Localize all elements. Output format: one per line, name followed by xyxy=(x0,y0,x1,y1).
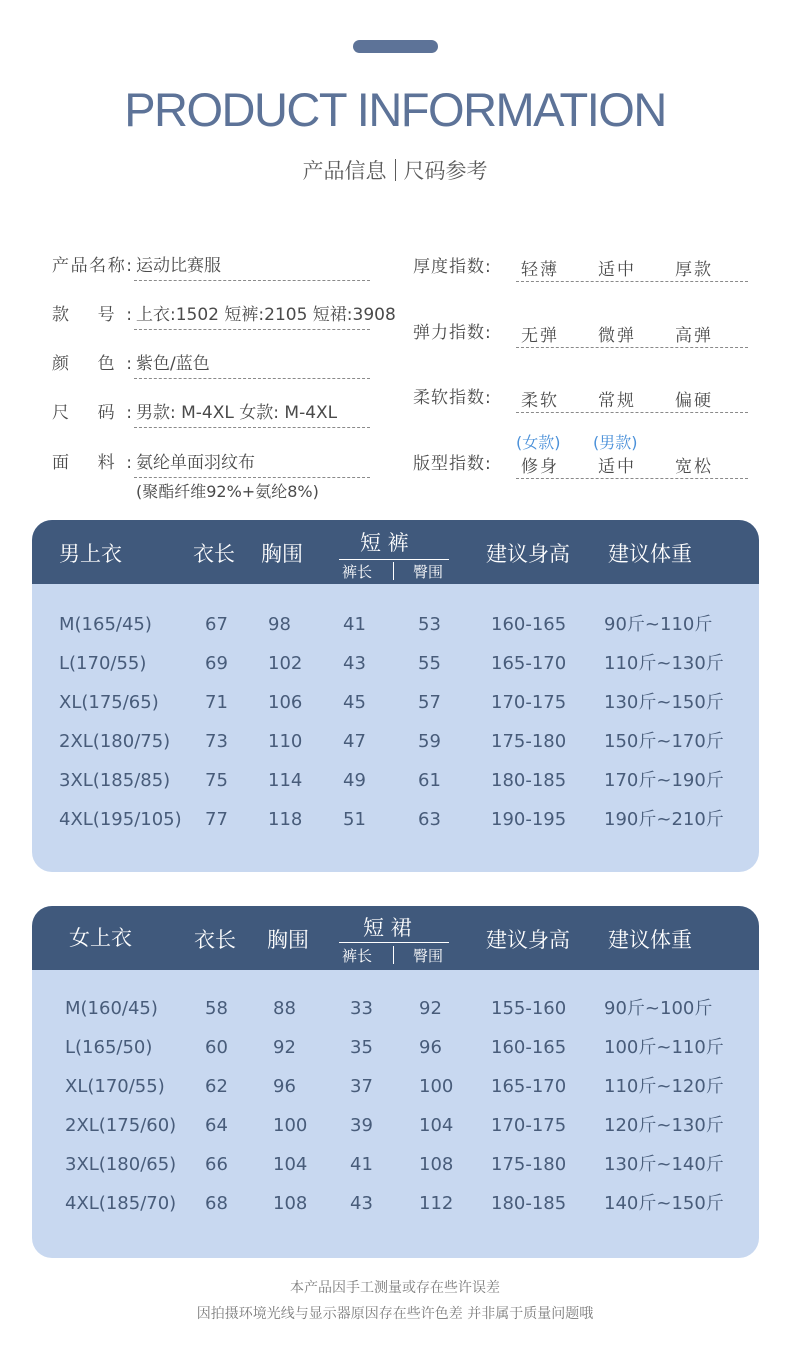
cell-height: 180-185 xyxy=(491,770,567,791)
info-color-value: 紫色/蓝色 xyxy=(136,354,210,374)
cell-size: XL(175/65) xyxy=(59,692,159,713)
info-fabric-label: 面 料: xyxy=(52,453,132,473)
subtitle-divider xyxy=(395,159,396,181)
cell-size: 3XL(180/65) xyxy=(65,1154,177,1175)
cell-hip: 108 xyxy=(419,1154,454,1175)
cell-length: 60 xyxy=(205,1037,228,1058)
men-size-table xyxy=(32,520,759,872)
index-divider xyxy=(516,281,748,282)
info-model-value: 上衣:1502 短裤:2105 短裙:3908 xyxy=(136,305,396,325)
cell-hip: 53 xyxy=(418,614,441,635)
index-divider xyxy=(516,347,748,348)
info-color-label: 颜 色: xyxy=(52,354,132,374)
cell-bottom-length: 43 xyxy=(350,1193,373,1214)
cell-bottom-length: 45 xyxy=(343,692,366,713)
cell-height: 165-170 xyxy=(491,1076,567,1097)
men-header-length: 衣长 xyxy=(193,542,235,566)
cell-chest: 96 xyxy=(273,1076,296,1097)
info-color xyxy=(52,352,210,376)
info-model-label: 款 号: xyxy=(52,305,132,325)
cell-height: 170-175 xyxy=(491,692,567,713)
index-thickness-option: 适中 xyxy=(598,260,636,280)
men-header-weight: 建议体重 xyxy=(608,542,692,566)
index-softness-option: 常规 xyxy=(598,391,636,411)
index-fit-option: 宽松 xyxy=(675,457,713,477)
cell-bottom-length: 37 xyxy=(350,1076,373,1097)
cell-size: L(170/55) xyxy=(59,653,147,674)
cell-height: 155-160 xyxy=(491,998,567,1019)
cell-bottom-length: 39 xyxy=(350,1115,373,1136)
cell-hip: 63 xyxy=(418,809,441,830)
cell-hip: 55 xyxy=(418,653,441,674)
cell-length: 66 xyxy=(205,1154,228,1175)
cell-weight: 110斤~120斤 xyxy=(604,1076,724,1097)
info-name-label: 产品名称: xyxy=(52,256,132,276)
cell-hip: 104 xyxy=(419,1115,454,1136)
cell-hip: 61 xyxy=(418,770,441,791)
cell-chest: 118 xyxy=(268,809,303,830)
cell-size: 2XL(180/75) xyxy=(59,731,171,752)
info-fabric-value: 氨纶单面羽纹布 xyxy=(136,453,255,473)
women-size-table xyxy=(32,906,759,1258)
table-row xyxy=(32,1106,759,1145)
cell-bottom-length: 35 xyxy=(350,1037,373,1058)
women-header-sub1: 裤长 xyxy=(342,947,373,965)
index-fit-option: 适中 xyxy=(598,457,636,477)
table-row xyxy=(32,722,759,761)
cell-chest: 104 xyxy=(273,1154,308,1175)
women-header-vdivider xyxy=(393,946,394,964)
women-header-size: 女上衣 xyxy=(69,926,132,950)
cell-bottom-length: 47 xyxy=(343,731,366,752)
subtitle-product-info: 产品信息 xyxy=(302,159,387,183)
table-row xyxy=(32,683,759,722)
cell-weight: 190斤~210斤 xyxy=(604,809,724,830)
fit-tag-men: (男款) xyxy=(593,433,638,452)
cell-hip: 100 xyxy=(419,1076,454,1097)
cell-hip: 92 xyxy=(419,998,442,1019)
cell-chest: 88 xyxy=(273,998,296,1019)
cell-bottom-length: 49 xyxy=(343,770,366,791)
cell-height: 170-175 xyxy=(491,1115,567,1136)
cell-length: 75 xyxy=(205,770,228,791)
men-header-vdivider xyxy=(393,562,394,580)
cell-size: 4XL(185/70) xyxy=(65,1193,177,1214)
index-softness xyxy=(413,386,517,410)
cell-hip: 57 xyxy=(418,692,441,713)
footer-note-2: 因拍摄环境光线与显示器原因存在些许色差 并非属于质量问题哦 xyxy=(196,1306,594,1322)
index-softness-option: 偏硬 xyxy=(675,391,713,411)
cell-size: L(165/50) xyxy=(65,1037,153,1058)
cell-height: 160-165 xyxy=(491,1037,567,1058)
cell-length: 71 xyxy=(205,692,228,713)
index-divider xyxy=(516,412,748,413)
cell-weight: 130斤~150斤 xyxy=(604,692,724,713)
men-header-sub1: 裤长 xyxy=(342,563,373,581)
footer-note-1: 本产品因手工测量或存在些许误差 xyxy=(290,1280,500,1296)
cell-height: 160-165 xyxy=(491,614,567,635)
info-fabric-note: (聚酯纤维92%+氨纶8%) xyxy=(136,482,319,501)
cell-length: 58 xyxy=(205,998,228,1019)
table-row xyxy=(32,761,759,800)
cell-hip: 96 xyxy=(419,1037,442,1058)
men-header-height: 建议身高 xyxy=(486,542,570,566)
page-title: PRODUCT INFORMATION xyxy=(124,83,666,136)
fit-tag-women: (女款) xyxy=(516,433,561,452)
men-header-size: 男上衣 xyxy=(59,542,122,566)
men-table-header xyxy=(32,520,759,584)
index-softness-option: 柔软 xyxy=(521,391,559,411)
cell-size: 4XL(195/105) xyxy=(59,809,182,830)
index-elasticity-option: 高弹 xyxy=(675,326,713,346)
cell-weight: 170斤~190斤 xyxy=(604,770,724,791)
index-elasticity-label: 弹力指数: xyxy=(413,323,492,343)
info-size-value: 男款: M-4XL 女款: M-4XL xyxy=(136,403,338,423)
cell-size: M(165/45) xyxy=(59,614,152,635)
men-header-chest: 胸围 xyxy=(261,542,303,566)
cell-length: 68 xyxy=(205,1193,228,1214)
cell-chest: 110 xyxy=(268,731,303,752)
cell-weight: 90斤~100斤 xyxy=(604,998,713,1019)
cell-chest: 102 xyxy=(268,653,303,674)
info-divider xyxy=(134,477,370,478)
women-header-height: 建议身高 xyxy=(486,928,570,952)
women-header-divider xyxy=(339,942,449,943)
index-thickness xyxy=(413,255,517,279)
women-header-length: 衣长 xyxy=(194,928,236,952)
cell-height: 180-185 xyxy=(491,1193,567,1214)
info-size xyxy=(52,401,337,425)
cell-size: XL(170/55) xyxy=(65,1076,165,1097)
info-divider xyxy=(134,378,370,379)
table-row xyxy=(32,989,759,1028)
top-decor-bar xyxy=(353,40,438,53)
women-header-chest: 胸围 xyxy=(267,928,309,952)
women-header-sub2: 臀围 xyxy=(413,947,444,965)
cell-height: 175-180 xyxy=(491,1154,567,1175)
cell-length: 67 xyxy=(205,614,228,635)
index-fit xyxy=(413,452,517,476)
subtitle-size-ref: 尺码参考 xyxy=(403,159,488,183)
table-row xyxy=(32,1184,759,1223)
table-row xyxy=(32,1067,759,1106)
cell-hip: 112 xyxy=(419,1193,454,1214)
cell-size: 3XL(185/85) xyxy=(59,770,171,791)
table-row xyxy=(32,605,759,644)
cell-weight: 130斤~140斤 xyxy=(604,1154,724,1175)
info-divider xyxy=(134,427,370,428)
cell-weight: 110斤~130斤 xyxy=(604,653,724,674)
index-elasticity-option: 微弹 xyxy=(598,326,636,346)
index-thickness-option: 轻薄 xyxy=(521,260,559,280)
men-header-sub2: 臀围 xyxy=(413,563,444,581)
men-header-bottom: 短 裤 xyxy=(360,531,409,555)
women-header-weight: 建议体重 xyxy=(608,928,692,952)
cell-length: 64 xyxy=(205,1115,228,1136)
women-table-header xyxy=(32,906,759,970)
index-thickness-option: 厚款 xyxy=(675,260,713,280)
index-thickness-label: 厚度指数: xyxy=(413,257,492,277)
cell-bottom-length: 33 xyxy=(350,998,373,1019)
cell-length: 69 xyxy=(205,653,228,674)
table-row xyxy=(32,1028,759,1067)
index-softness-label: 柔软指数: xyxy=(413,388,492,408)
cell-height: 175-180 xyxy=(491,731,567,752)
index-elasticity-option: 无弹 xyxy=(521,326,559,346)
cell-bottom-length: 51 xyxy=(343,809,366,830)
cell-weight: 120斤~130斤 xyxy=(604,1115,724,1136)
info-name-value: 运动比赛服 xyxy=(136,256,221,276)
women-header-bottom: 短 裙 xyxy=(363,916,412,940)
cell-weight: 90斤~110斤 xyxy=(604,614,713,635)
cell-bottom-length: 41 xyxy=(343,614,366,635)
cell-length: 62 xyxy=(205,1076,228,1097)
cell-length: 77 xyxy=(205,809,228,830)
index-fit-label: 版型指数: xyxy=(413,454,492,474)
info-name xyxy=(52,254,221,278)
cell-length: 73 xyxy=(205,731,228,752)
table-row xyxy=(32,800,759,839)
cell-size: M(160/45) xyxy=(65,998,158,1019)
cell-bottom-length: 41 xyxy=(350,1154,373,1175)
cell-hip: 59 xyxy=(418,731,441,752)
index-elasticity xyxy=(413,321,517,345)
info-divider xyxy=(134,280,370,281)
cell-height: 190-195 xyxy=(491,809,567,830)
cell-height: 165-170 xyxy=(491,653,567,674)
cell-chest: 100 xyxy=(273,1115,308,1136)
cell-chest: 98 xyxy=(268,614,291,635)
info-divider xyxy=(134,329,370,330)
cell-chest: 114 xyxy=(268,770,303,791)
cell-chest: 108 xyxy=(273,1193,308,1214)
page-subtitle xyxy=(0,156,790,186)
info-fabric xyxy=(52,451,255,475)
cell-weight: 140斤~150斤 xyxy=(604,1193,724,1214)
cell-chest: 92 xyxy=(273,1037,296,1058)
cell-chest: 106 xyxy=(268,692,303,713)
info-model xyxy=(52,303,396,327)
cell-weight: 100斤~110斤 xyxy=(604,1037,724,1058)
men-header-divider xyxy=(339,559,449,560)
cell-bottom-length: 43 xyxy=(343,653,366,674)
table-row xyxy=(32,644,759,683)
cell-size: 2XL(175/60) xyxy=(65,1115,177,1136)
index-divider xyxy=(516,478,748,479)
index-fit-option: 修身 xyxy=(521,457,559,477)
table-row xyxy=(32,1145,759,1184)
info-size-label: 尺 码: xyxy=(52,403,132,423)
cell-weight: 150斤~170斤 xyxy=(604,731,724,752)
